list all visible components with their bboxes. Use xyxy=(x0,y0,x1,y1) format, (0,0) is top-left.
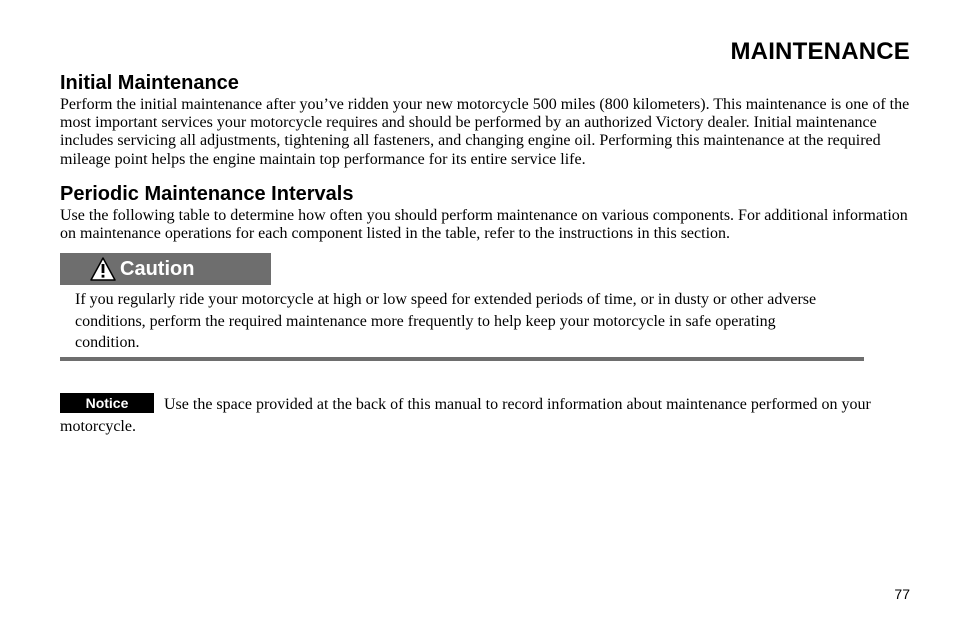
caution-box xyxy=(60,253,864,361)
page-number: 77 xyxy=(894,586,910,602)
initial-maintenance-paragraph: Perform the initial maintenance after you’ve ridden your new motorcycle 500 miles (800 kilometers). This maintenance is one of the most important services your motorcycle requires and should be performed by an authorized Victory dealer. Initial maintenance includes servicing all adjustments, tightening all fasteners, and changing engine oil. Performing this maintenance at the required mileage point helps the engine maintain top performance for its entire service life. xyxy=(60,96,910,168)
warning-triangle-icon xyxy=(90,257,116,281)
periodic-maintenance-paragraph: Use the following table to determine how often you should perform maintenance on various components. For additional information on maintenance operations for each component listed in the table, refer to the instructions in this section. xyxy=(60,206,908,243)
caution-divider xyxy=(60,357,864,361)
initial-maintenance-heading: Initial Maintenance xyxy=(60,72,239,94)
notice-paragraph xyxy=(60,393,916,438)
page-content xyxy=(60,70,916,438)
notice-text: Use the space provided at the back of this manual to record information about maintenance performed on your motorcycle. xyxy=(60,395,871,435)
section-title: MAINTENANCE xyxy=(730,38,910,65)
periodic-maintenance-heading: Periodic Maintenance Intervals xyxy=(60,182,354,205)
caution-text: If you regularly ride your motorcycle at high or low speed for extended periods of time, or in dusty or other adverse conditions, perform the required maintenance more frequently to help keep your motorcycle in safe operating condition. xyxy=(75,291,817,352)
notice-badge: Notice xyxy=(60,393,154,413)
caution-label-bar xyxy=(60,253,271,285)
caution-label: Caution xyxy=(120,257,195,280)
